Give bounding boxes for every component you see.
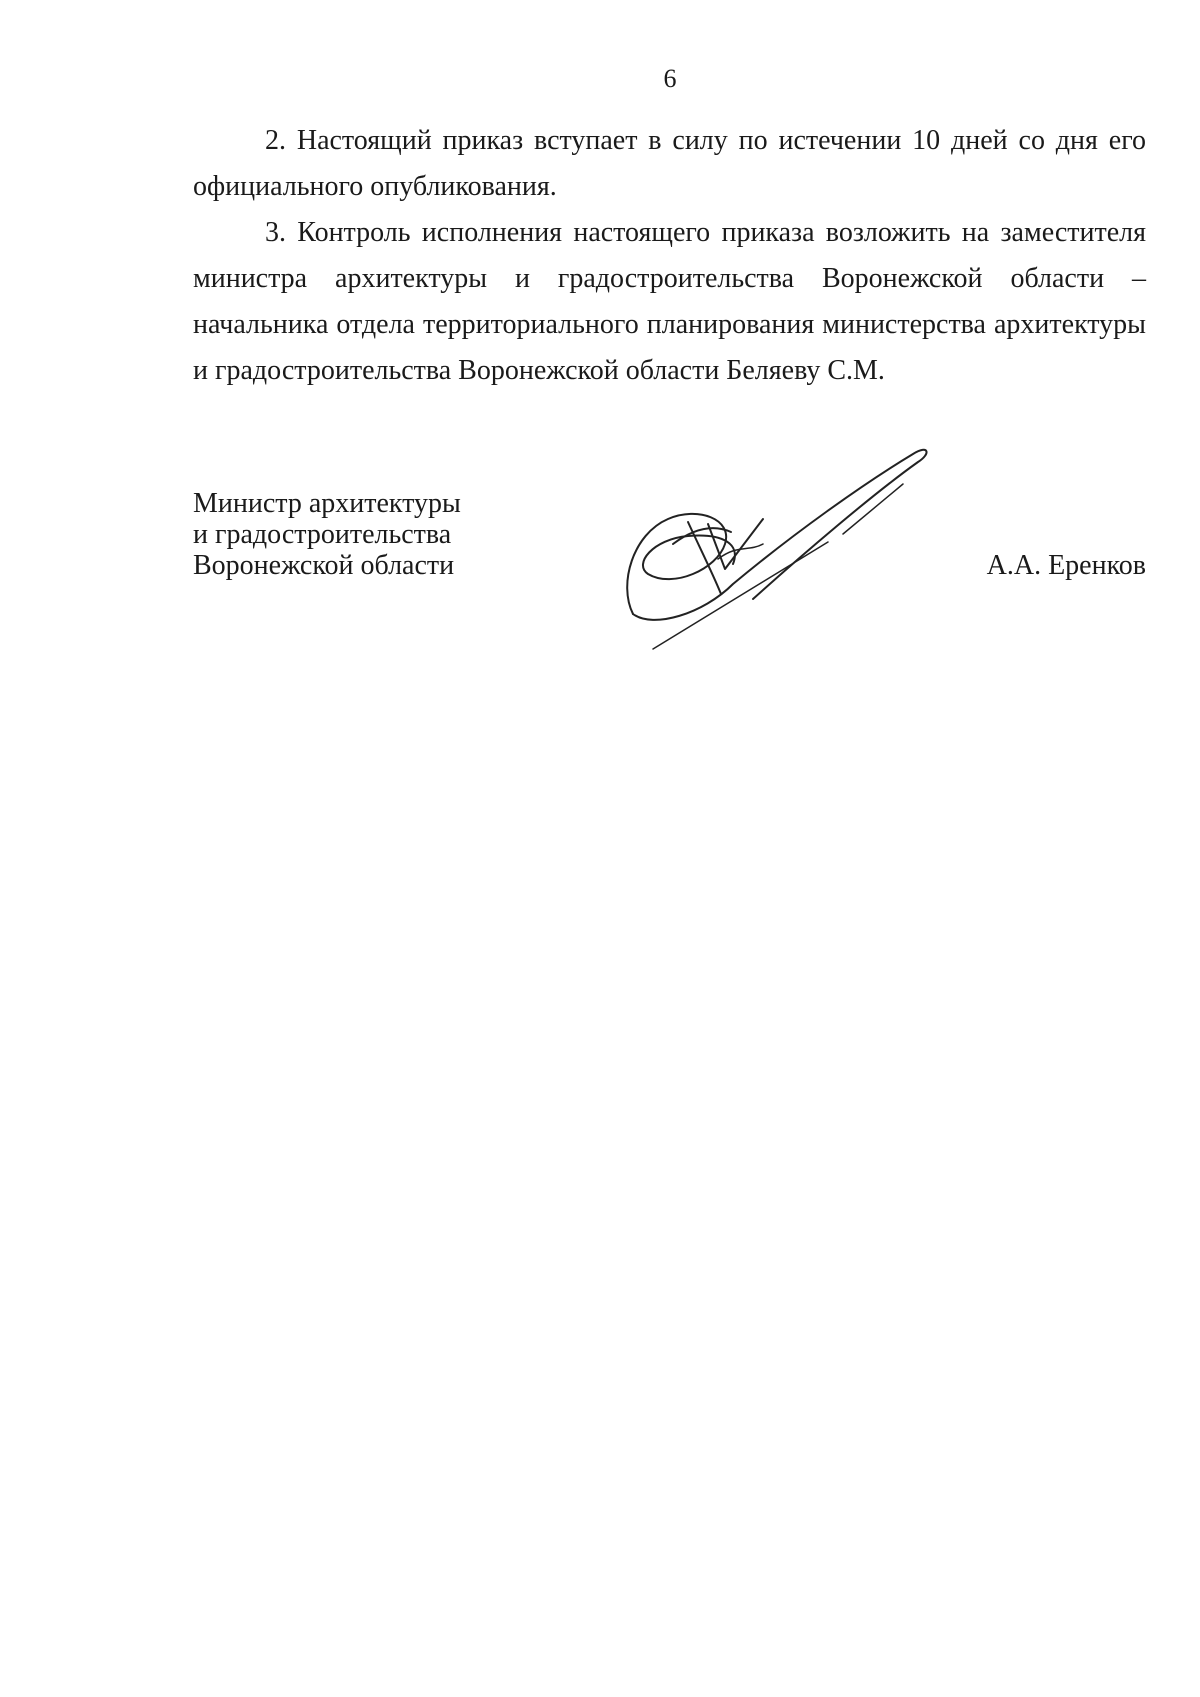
page-number: 6 [663, 64, 677, 93]
signature-stroke [653, 542, 828, 649]
signature-stroke [708, 519, 763, 569]
signature-stroke [843, 484, 903, 534]
signer-position-line: Министр архитектуры [193, 488, 461, 519]
paragraph-control: 3. Контроль исполнения настоящего приказа возложить на заместителя министра архитектуры и градостроительства Воронежской области – начальника отдела территориального планирования министерства архитектуры и градостроительства Воронежской области Беляеву С.М. [193, 217, 1146, 386]
document-body [193, 118, 1146, 394]
signature-block [193, 488, 1146, 688]
paragraph-effective-date: 2. Настоящий приказ вступает в силу по истечении 10 дней со дня его официального опубликования. [193, 125, 1146, 202]
signer-position [193, 488, 461, 581]
signer-name: А.А. Еренков [986, 550, 1146, 581]
signer-position-line: и градостроительства [193, 519, 452, 550]
signer-position-line: Воронежской области [193, 550, 455, 581]
handwritten-signature-icon [613, 424, 973, 684]
signature-stroke [633, 450, 927, 620]
